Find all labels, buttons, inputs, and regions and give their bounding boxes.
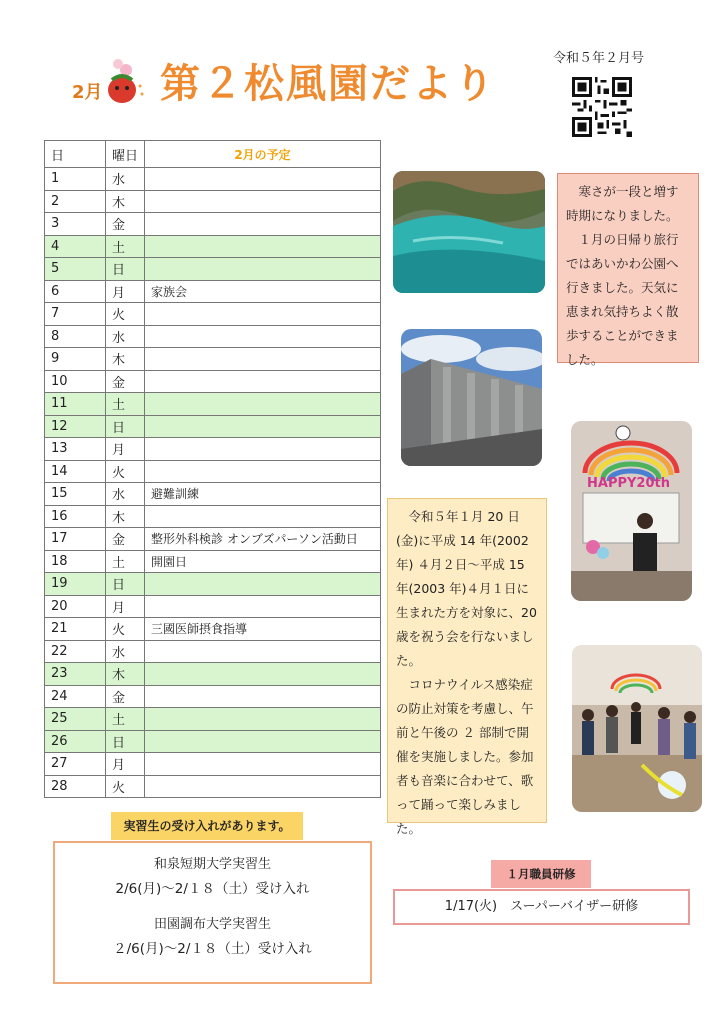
weekday-cell: 月 — [106, 280, 145, 303]
schedule-row — [45, 483, 381, 506]
weekday-cell: 日 — [106, 730, 145, 753]
column-header-day: 日 — [45, 141, 106, 168]
schedule-row — [45, 528, 381, 551]
weekday-cell: 水 — [106, 325, 145, 348]
day-cell: 9 — [45, 348, 106, 371]
event-cell — [145, 213, 381, 236]
event-cell: 開園日 — [145, 550, 381, 573]
weekday-cell: 土 — [106, 550, 145, 573]
day-cell: 25 — [45, 708, 106, 731]
day-cell: 6 — [45, 280, 106, 303]
day-cell: 17 — [45, 528, 106, 551]
schedule-table — [44, 140, 381, 798]
weekday-cell: 金 — [106, 213, 145, 236]
svg-text:HAPPY20th: HAPPY20th — [587, 476, 670, 491]
weekday-cell: 土 — [106, 235, 145, 258]
schedule-header-row — [45, 141, 381, 168]
day-cell: 24 — [45, 685, 106, 708]
event-cell: 整形外科検診 オンブズパーソン活動日 — [145, 528, 381, 551]
schedule-row — [45, 235, 381, 258]
trainee-period-2: ２/6(月)～2/１８（土）受け入れ — [113, 941, 312, 957]
page-title: 第２松風園だより — [160, 61, 496, 107]
weekday-cell: 水 — [106, 168, 145, 191]
month-logo — [68, 48, 148, 120]
day-cell: 26 — [45, 730, 106, 753]
weekday-cell: 月 — [106, 753, 145, 776]
day-cell: 18 — [45, 550, 106, 573]
schedule-row — [45, 663, 381, 686]
day-cell: 7 — [45, 303, 106, 326]
day-cell: 19 — [45, 573, 106, 596]
day-cell: 3 — [45, 213, 106, 236]
event-cell — [145, 685, 381, 708]
weekday-cell: 木 — [106, 505, 145, 528]
schedule-row — [45, 370, 381, 393]
event-cell — [145, 258, 381, 281]
day-cell: 27 — [45, 753, 106, 776]
event-cell — [145, 573, 381, 596]
day-cell: 12 — [45, 415, 106, 438]
schedule-row — [45, 303, 381, 326]
dam-photo — [401, 329, 542, 466]
schedule-row — [45, 348, 381, 371]
schedule-row — [45, 190, 381, 213]
event-note-paragraph: コロナウイルス感染症の防止対策を考慮し、午前と午後の ２ 部制で開催を実施しました。参加者も音楽に合わせて、歌って踊って楽しみました。 — [396, 677, 534, 836]
schedule-row — [45, 438, 381, 461]
event-cell — [145, 730, 381, 753]
day-cell: 13 — [45, 438, 106, 461]
event-cell — [145, 438, 381, 461]
weekday-cell: 水 — [106, 640, 145, 663]
schedule-row — [45, 258, 381, 281]
schedule-row — [45, 730, 381, 753]
event-cell — [145, 370, 381, 393]
trainee-period-1: 2/6(月)～2/１８（土）受け入れ — [115, 881, 310, 897]
schedule-row — [45, 775, 381, 798]
schedule-row — [45, 415, 381, 438]
event-note-paragraph: 令和５年１月 20 日(金)に平成 14 年(2002 年) ４月２日～平成 15 年(2003 年)４月１日に生まれた方を対象に、20 歳を祝う会を行ないました。 — [396, 509, 537, 668]
weekday-cell: 金 — [106, 370, 145, 393]
day-cell: 2 — [45, 190, 106, 213]
trainee-school-2: 田園調布大学実習生 — [153, 917, 271, 932]
event-cell — [145, 640, 381, 663]
event-cell: 避難訓練 — [145, 483, 381, 506]
weekday-cell: 火 — [106, 618, 145, 641]
event-cell — [145, 393, 381, 416]
weekday-cell: 土 — [106, 393, 145, 416]
schedule-row — [45, 708, 381, 731]
day-cell: 1 — [45, 168, 106, 191]
trainee-notice-box — [53, 841, 372, 984]
schedule-row — [45, 595, 381, 618]
schedule-row — [45, 685, 381, 708]
schedule-row — [45, 573, 381, 596]
trip-note-paragraph: 寒さが一段と増す時期になりました。 — [566, 184, 679, 223]
day-cell: 15 — [45, 483, 106, 506]
column-header-weekday: 曜日 — [106, 141, 145, 168]
schedule-body — [45, 168, 381, 798]
weekday-cell: 火 — [106, 775, 145, 798]
event-cell — [145, 595, 381, 618]
event-cell — [145, 505, 381, 528]
celebration-photo — [571, 421, 692, 601]
day-cell: 23 — [45, 663, 106, 686]
day-cell: 16 — [45, 505, 106, 528]
weekday-cell: 日 — [106, 415, 145, 438]
schedule-row — [45, 460, 381, 483]
weekday-cell: 月 — [106, 595, 145, 618]
event-note-box — [387, 498, 547, 836]
schedule-row — [45, 168, 381, 191]
event-cell — [145, 415, 381, 438]
weekday-cell: 日 — [106, 573, 145, 596]
day-cell: 5 — [45, 258, 106, 281]
weekday-cell: 金 — [106, 528, 145, 551]
day-cell: 11 — [45, 393, 106, 416]
trip-note-box — [557, 173, 699, 367]
schedule-row — [45, 640, 381, 663]
staff-training-tab: １月職員研修 — [491, 860, 591, 888]
schedule-row — [45, 325, 381, 348]
event-cell — [145, 460, 381, 483]
event-cell — [145, 708, 381, 731]
schedule-row — [45, 753, 381, 776]
event-cell: 家族会 — [145, 280, 381, 303]
event-cell — [145, 753, 381, 776]
qr-code-icon[interactable] — [572, 77, 632, 137]
schedule-row — [45, 618, 381, 641]
dance-photo — [572, 645, 702, 812]
event-cell — [145, 775, 381, 798]
event-cell — [145, 348, 381, 371]
day-cell: 8 — [45, 325, 106, 348]
trainee-notice-tab: 実習生の受け入れがあります。 — [111, 812, 303, 840]
schedule-row — [45, 505, 381, 528]
event-cell — [145, 303, 381, 326]
day-cell: 14 — [45, 460, 106, 483]
weekday-cell: 水 — [106, 483, 145, 506]
weekday-cell: 日 — [106, 258, 145, 281]
schedule-row — [45, 213, 381, 236]
weekday-cell: 火 — [106, 460, 145, 483]
day-cell: 22 — [45, 640, 106, 663]
day-cell: 10 — [45, 370, 106, 393]
weekday-cell: 木 — [106, 348, 145, 371]
day-cell: 20 — [45, 595, 106, 618]
weekday-cell: 木 — [106, 190, 145, 213]
weekday-cell: 木 — [106, 663, 145, 686]
event-cell: 三國医師摂食指導 — [145, 618, 381, 641]
event-cell — [145, 168, 381, 191]
weekday-cell: 金 — [106, 685, 145, 708]
day-cell: 28 — [45, 775, 106, 798]
day-cell: 21 — [45, 618, 106, 641]
weekday-cell: 火 — [106, 303, 145, 326]
event-cell — [145, 663, 381, 686]
weekday-cell: 月 — [106, 438, 145, 461]
lake-photo — [393, 171, 545, 293]
schedule-row — [45, 393, 381, 416]
staff-training-box: 1/17(火) スーパーバイザー研修 — [393, 889, 690, 925]
event-cell — [145, 325, 381, 348]
issue-label: 令和５年２月号 — [553, 51, 645, 66]
weekday-cell: 土 — [106, 708, 145, 731]
schedule-row — [45, 550, 381, 573]
event-cell — [145, 235, 381, 258]
column-header-plan: 2月の予定 — [145, 141, 381, 168]
trip-note-paragraph: １月の日帰り旅行ではあいかわ公園へ行きました。天気に恵まれ気持ちよく散歩することができました。 — [566, 232, 679, 367]
trainee-school-1: 和泉短期大学実習生 — [153, 857, 271, 872]
event-cell — [145, 190, 381, 213]
day-cell: 4 — [45, 235, 106, 258]
schedule-row — [45, 280, 381, 303]
svg-text:2月: 2月 — [72, 82, 103, 103]
